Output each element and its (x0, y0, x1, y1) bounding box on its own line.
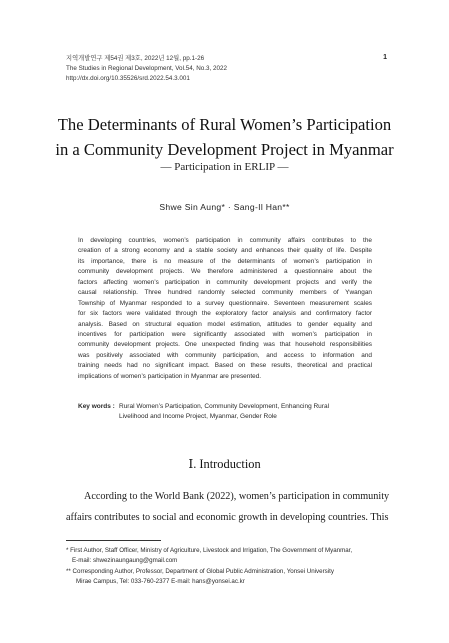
abstract-line: training needs had no significant impact. Based on these results, theoretical and practical (78, 362, 372, 370)
doi-link[interactable]: http://dx.doi.org/10.35526/srd.2022.54.3.001 (66, 75, 190, 83)
abstract-line: community development projects. We therefore administered a questionnaire about the (78, 268, 372, 276)
footnote-divider (66, 540, 161, 541)
footnote-1-line-1: * First Author, Staff Officer, Ministry of Agriculture, Livestock and Irrigation, The Government of Myanmar, (66, 547, 353, 554)
keywords-line-1: Rural Women’s Participation, Community Development, Enhancing Rural (119, 403, 330, 410)
body-line-1: According to the World Bank (2022), women’s participation in community (84, 491, 390, 502)
footnotes (66, 546, 386, 588)
paper-subtitle: ― Participation in ERLIP ― (160, 161, 289, 173)
keywords-label: Key words : (78, 403, 115, 410)
footnote-2-line-2: Mirae Campus, Tel: 033-760-2377 E-mail: hans@yonsei.ac.kr (76, 578, 245, 586)
abstract-line: causal relationship. Three hundred randomly selected community members of Ywangan (78, 289, 372, 297)
section-heading: Ⅰ. Introduction (188, 457, 261, 471)
body-text (66, 487, 390, 529)
abstract-line: analysis. Based on structural equation model estimation, attitudes to gender equality and (78, 320, 372, 328)
journal-citation-english: The Studies in Regional Development, Vol.54, No.3, 2022 (66, 65, 228, 73)
keywords-text (119, 402, 379, 423)
abstract (78, 236, 372, 382)
authors: Shwe Sin Aung* · Sang-Il Han** (159, 202, 290, 212)
abstract-line: Township of Myanmar responded to a survey questionnaire. Seventeen measurement scales (78, 299, 372, 307)
abstract-line: factors affecting women’s participation in community development projects and verify the (78, 278, 372, 286)
body-line-2: affairs contributes to social and economic growth in developing countries. This (66, 511, 389, 523)
abstract-line: community development projects. One unexpected finding was that household responsibilities (78, 341, 372, 349)
paper-title (40, 112, 409, 162)
keywords-line-2: Livelihood and Income Project, Myanmar, Gender Role (119, 413, 277, 421)
footnote-1-line-2: E-mail: shwezinaungaung@gmail.com (72, 557, 178, 565)
abstract-line: was positively associated with community participation, and access to information and (78, 351, 372, 359)
journal-citation-korean: 지역개발연구 제54권 제3호, 2022년 12월, pp.1-26 (66, 55, 205, 62)
journal-header (66, 54, 396, 85)
abstract-line: implications of women’s participation in Myanmar are presented. (78, 372, 262, 380)
page-number: 1 (383, 54, 387, 61)
footnote-2-line-1: ** Corresponding Author, Professor, Department of Global Public Administration, Yonsei University (66, 567, 334, 575)
title-line-1: The Determinants of Rural Women’s Participation (57, 115, 392, 134)
abstract-line: for six factors were validated through the exploratory factor analysis and confirmatory factor (78, 310, 372, 318)
abstract-line: incentives for participation were significantly associated with women’s participation in (78, 330, 372, 338)
title-line-2: in a Community Development Project in Myanmar (55, 140, 394, 159)
abstract-line: In developing countries, women’s participation in community affairs contributes to the (78, 237, 372, 244)
abstract-line: its importance, there is no measure of the determinants of women’s participation in (78, 257, 372, 265)
abstract-line: creation of a strong economy and a stable society and enhances their quality of life. Despite (78, 247, 372, 255)
